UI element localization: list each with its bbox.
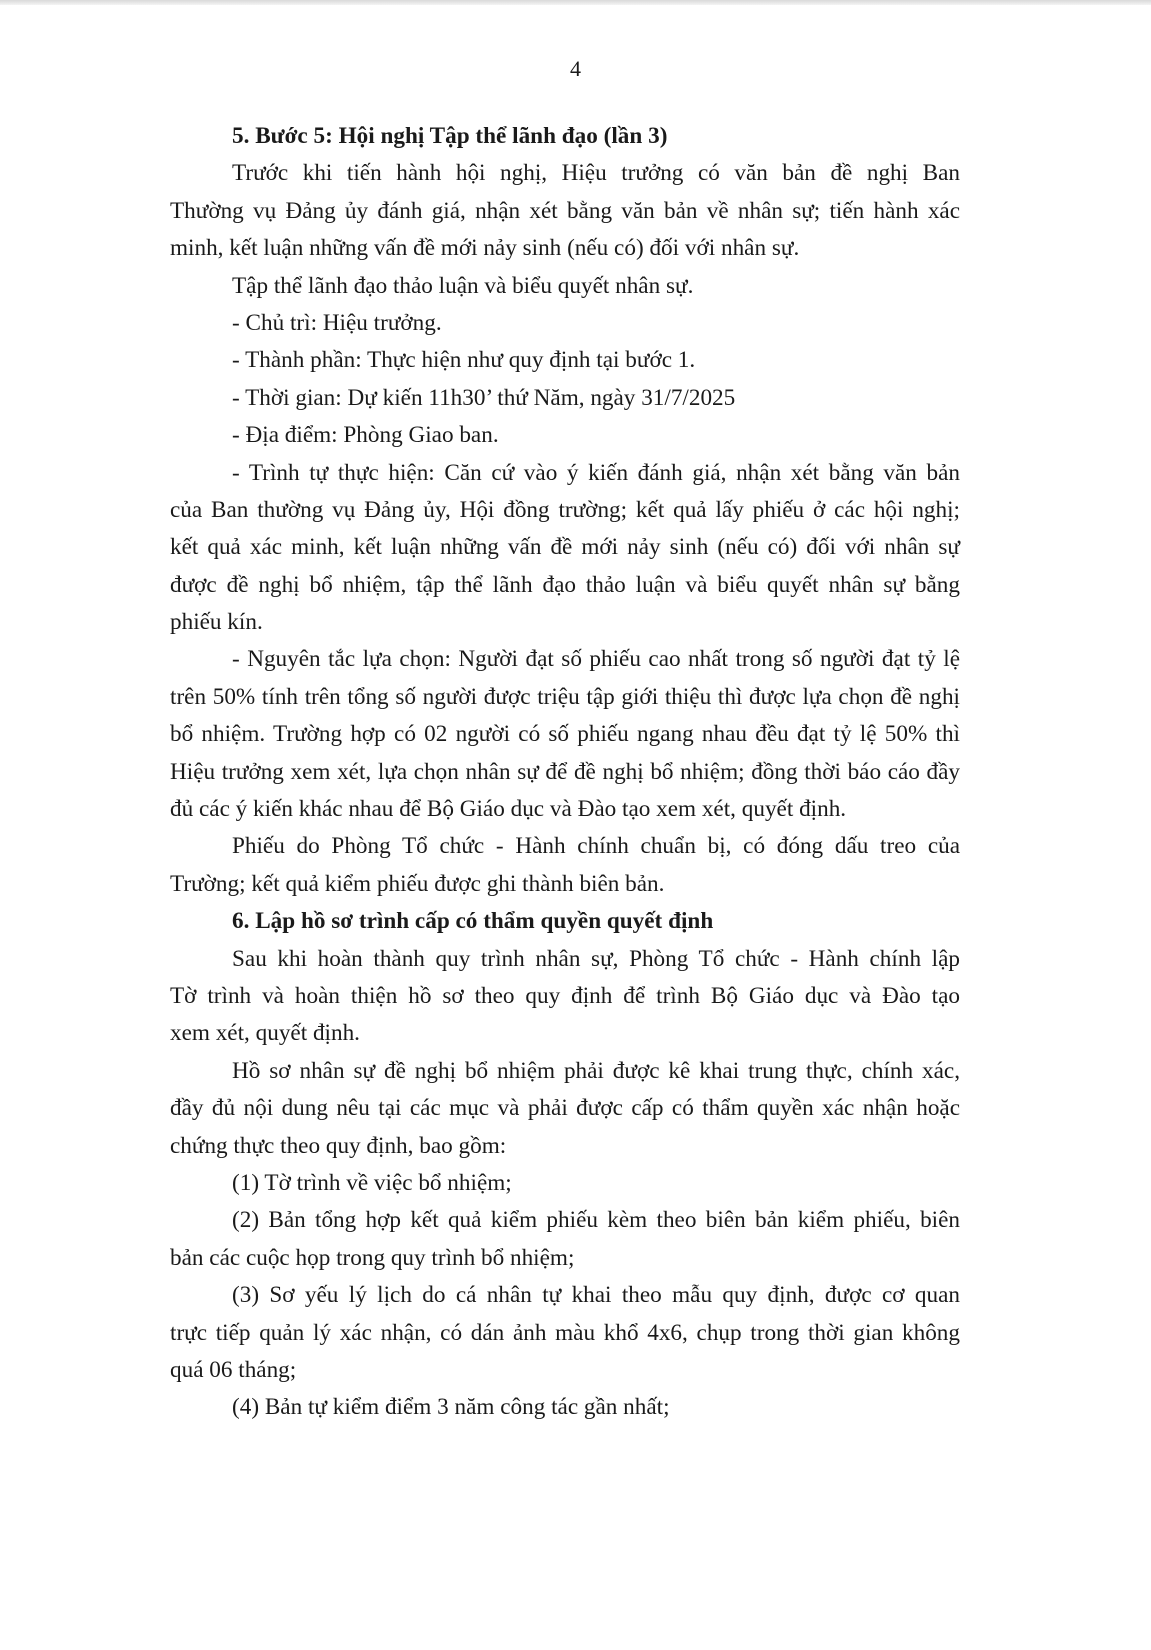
text-line: Phiếu do Phòng Tổ chức - Hành chính chuẩn bị, có đóng dấu treo của: [232, 833, 960, 860]
text-line: - Thời gian: Dự kiến 11h30’ thứ Năm, ngày 31/7/2025: [232, 384, 736, 411]
text-line: xem xét, quyết định.: [170, 1020, 360, 1047]
text-line: (4) Bản tự kiểm điểm 3 năm công tác gần nhất;: [232, 1394, 670, 1421]
text-line: quá 06 tháng;: [170, 1356, 297, 1383]
text-line: Hiệu trưởng xem xét, lựa chọn nhân sự để đề nghị bổ nhiệm; đồng thời báo cáo đầy: [170, 758, 960, 785]
text-line: chứng thực theo quy định, bao gồm:: [170, 1132, 507, 1159]
page-number: 4: [570, 56, 581, 81]
text-line: bản các cuộc họp trong quy trình bổ nhiệm;: [170, 1244, 575, 1271]
text-line: Thường vụ Đảng ủy đánh giá, nhận xét bằng văn bản về nhân sự; tiến hành xác: [170, 197, 960, 224]
section-heading: 6. Lập hồ sơ trình cấp có thẩm quyền quyết định: [232, 908, 714, 935]
text-line: Sau khi hoàn thành quy trình nhân sự, Phòng Tổ chức - Hành chính lập: [232, 945, 960, 972]
text-line: đầy đủ nội dung nêu tại các mục và phải được cấp có thẩm quyền xác nhận hoặc: [170, 1095, 960, 1122]
text-line: Tập thể lãnh đạo thảo luận và biểu quyết nhân sự.: [232, 272, 694, 299]
text-line: (2) Bản tổng hợp kết quả kiểm phiếu kèm theo biên bản kiểm phiếu, biên: [232, 1207, 960, 1234]
document-body: [170, 118, 960, 1427]
text-line: (3) Sơ yếu lý lịch do cá nhân tự khai theo mẫu quy định, được cơ quan: [232, 1282, 960, 1309]
text-line: của Ban thường vụ Đảng ủy, Hội đồng trường; kết quả lấy phiếu ở các hội nghị;: [170, 496, 960, 523]
text-line: minh, kết luận những vấn đề mới nảy sinh (nếu có) đối với nhân sự.: [170, 235, 800, 262]
text-line: kết quả xác minh, kết luận những vấn đề mới nảy sinh (nếu có) đối với nhân sự: [170, 534, 960, 561]
text-line: - Thành phần: Thực hiện như quy định tại bước 1.: [232, 347, 696, 374]
scan-edge: [0, 0, 1151, 5]
text-line: phiếu kín.: [170, 609, 263, 636]
text-line: - Nguyên tắc lựa chọn: Người đạt số phiếu cao nhất trong số người đạt tỷ lệ: [232, 646, 960, 673]
text-line: đủ các ý kiến khác nhau để Bộ Giáo dục và Đào tạo xem xét, quyết định.: [170, 796, 847, 823]
text-line: bổ nhiệm. Trường hợp có 02 người có số phiếu ngang nhau đều đạt tỷ lệ 50% thì: [170, 721, 960, 748]
text-line: - Địa điểm: Phòng Giao ban.: [232, 422, 499, 449]
text-line: - Chủ trì: Hiệu trưởng.: [232, 309, 442, 336]
text-line: (1) Tờ trình về việc bổ nhiệm;: [232, 1169, 512, 1196]
text-line: Trường; kết quả kiểm phiếu được ghi thành biên bản.: [170, 870, 665, 897]
text-line: Hồ sơ nhân sự đề nghị bổ nhiệm phải được kê khai trung thực, chính xác,: [232, 1057, 960, 1084]
section-heading: 5. Bước 5: Hội nghị Tập thể lãnh đạo (lần 3): [232, 123, 668, 149]
text-line: được đề nghị bổ nhiệm, tập thể lãnh đạo thảo luận và biểu quyết nhân sự bằng: [170, 571, 960, 598]
text-line: Tờ trình và hoàn thiện hồ sơ theo quy định để trình Bộ Giáo dục và Đào tạo: [170, 982, 960, 1009]
text-line: Trước khi tiến hành hội nghị, Hiệu trưởng có văn bản đề nghị Ban: [232, 160, 960, 187]
text-line: - Trình tự thực hiện: Căn cứ vào ý kiến đánh giá, nhận xét bằng văn bản: [232, 459, 960, 486]
text-line: trên 50% tính trên tổng số người được triệu tập giới thiệu thì được lựa chọn đề nghị: [170, 683, 960, 710]
text-line: trực tiếp quản lý xác nhận, có dán ảnh màu khổ 4x6, chụp trong thời gian không: [170, 1319, 960, 1346]
